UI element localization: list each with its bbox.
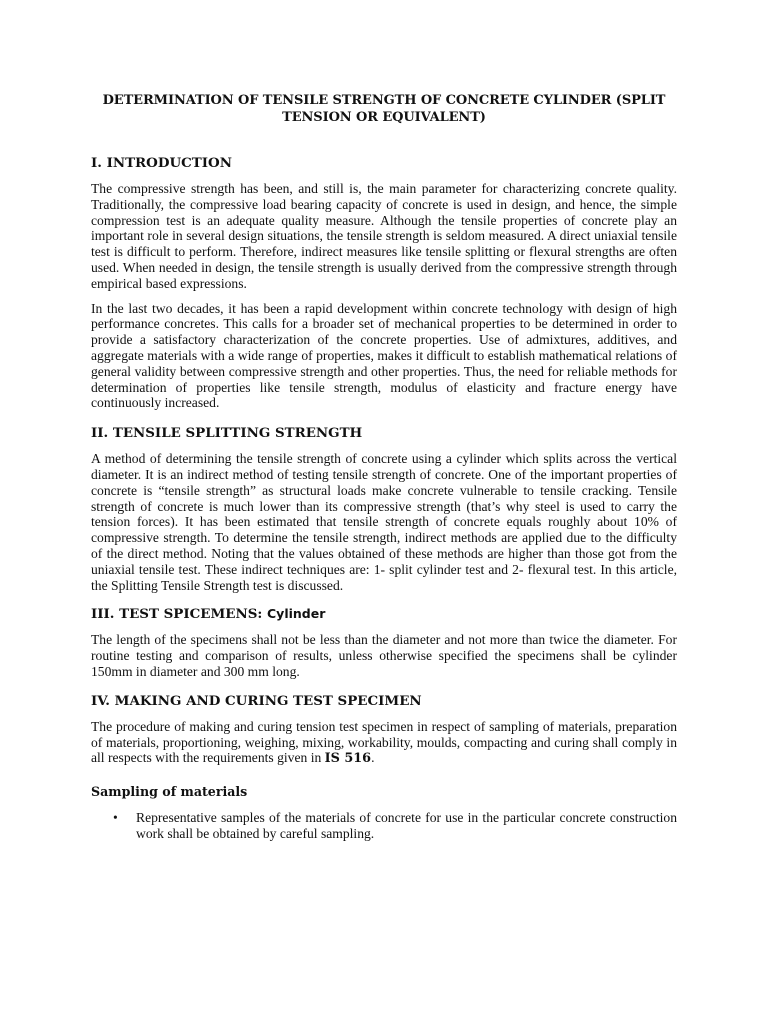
section-heading: II. TENSILE SPLITTING STRENGTH [91, 425, 363, 442]
section-tensile-splitting-strength [91, 424, 677, 593]
section-heading [91, 605, 677, 623]
paragraph [91, 719, 677, 767]
section-heading: I. INTRODUCTION [91, 155, 232, 171]
document-title: DETERMINATION OF TENSILE STRENGTH OF CONCRETE CYLINDER (SPLIT TENSION OR EQUIVALENT) [102, 93, 666, 125]
bullet-icon: • [113, 810, 118, 826]
list-item [91, 810, 677, 842]
paragraph: The compressive strength has been, and still is, the main parameter for characterizing concrete quality. Traditionally, the compressive load bearing capacity of concrete is used in design, and hence, the simple compression test is an adequate quality measure. Although the tensile properties of concrete play an important role in several design situations, the tensile strength is seldom measured. A direct uniaxial tensile test is difficult to perform. Therefore, indirect measures like tensile splitting or flexural strengths are often used. When needed in design, the tensile strength is usually derived from the compressive strength through empirical based expressions. [91, 181, 677, 291]
bullet-list [91, 810, 677, 842]
paragraph-text: The procedure of making and curing tension test specimen in respect of sampling of materials, preparation of materials, proportioning, weighing, mixing, workability, moulds, compacting and curing shall comply in all respects with the requirements given in [91, 718, 677, 766]
document-page [91, 92, 677, 842]
section-heading-text: III. TEST SPICEMENS: [91, 606, 267, 623]
subheading-sampling: Sampling of materials [91, 784, 248, 800]
section-heading: IV. MAKING AND CURING TEST SPECIMEN [91, 692, 422, 709]
section-making-and-curing [91, 692, 677, 842]
standard-reference: IS 516 [324, 751, 372, 767]
list-item-text: Representative samples of the materials of concrete for use in the particular concrete construction work shall be obtained by careful sampling. [136, 810, 677, 841]
section-heading-suffix: Cylinder [267, 606, 326, 622]
paragraph-tail: . [371, 750, 375, 766]
paragraph: The length of the specimens shall not be less than the diameter and not more than twice the diameter. For routine testing and comparison of results, unless otherwise specified the specimens shall be cylinder 150mm in diameter and 300 mm long. [91, 632, 677, 679]
paragraph: In the last two decades, it has been a rapid development within concrete technology with design of high performance concretes. This calls for a broader set of mechanical properties to be determined in order to provide a satisfactory characterization of the concrete properties. Use of admixtures, additives, and aggregate materials with a wide range of properties, makes it difficult to establish mathematical relations of general validity between compressive strength and other properties. Thus, the need for reliable methods for determination of properties like tensile strength, modulus of elasticity and fracture energy have continuously increased. [91, 300, 677, 411]
section-test-specimens [91, 605, 677, 679]
section-introduction [91, 154, 677, 411]
paragraph: A method of determining the tensile strength of concrete using a cylinder which splits across the vertical diameter. It is an indirect method of testing tensile strength of concrete. One of the important properties of concrete is “tensile strength” as structural loads make concrete vulnerable to tensile cracking. Tensile strength of concrete is much lower than its compressive strength (that’s why steel is used to carry the tension forces). It has been estimated that tensile strength of concrete equals roughly about 10% of compressive strength. To determine the tensile strength, indirect methods are applied due to the difficulty of the direct method. Noting that the values obtained of these methods are higher than those got from the uniaxial tensile test. These indirect techniques are: 1- split cylinder test and 2- flexural test. In this article, the Splitting Tensile Strength test is discussed. [91, 451, 677, 593]
